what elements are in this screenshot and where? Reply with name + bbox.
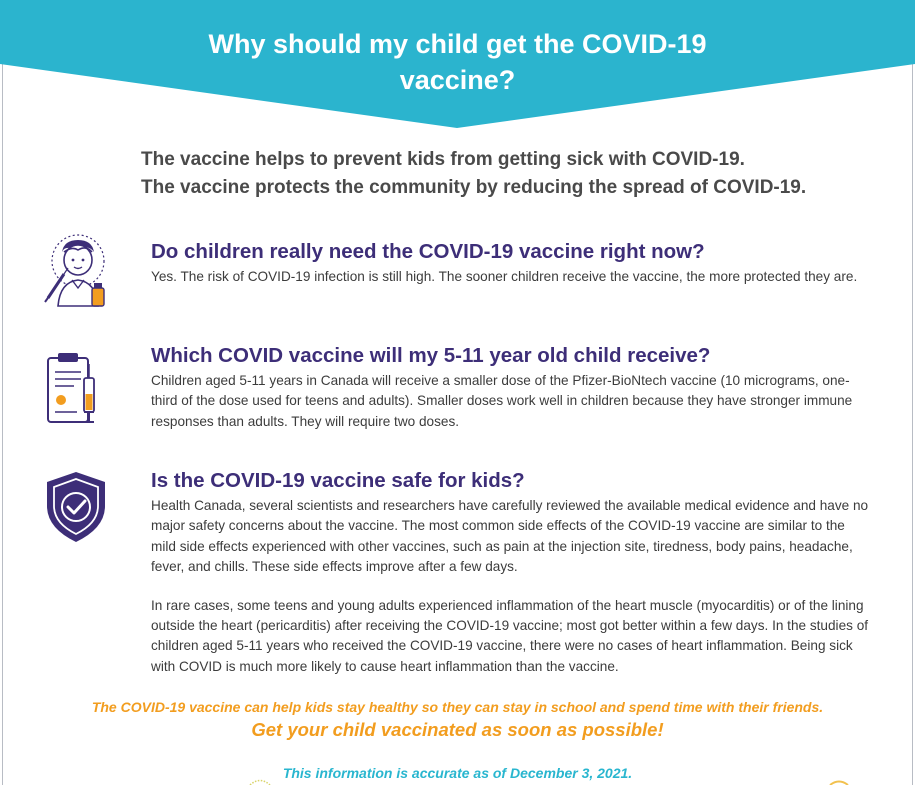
shield-check-icon <box>43 470 109 544</box>
faq-paragraph: In rare cases, some teens and young adults experienced inflammation of the heart muscle (myocarditis) or of the lining outside the heart (pericarditis) after receiving the COVID-19 vaccine; most got better within a few days. In the studies of children aged 5-11 years who received the COVID-19 vaccine, there were no cases of heart inflammation. Being sick with COVID is much more likely to cause heart inflammation than the vaccine. <box>151 597 869 674</box>
page-title <box>0 26 915 98</box>
header-banner <box>0 0 915 128</box>
faq-body-need <box>151 267 871 287</box>
intro-line-1: The vaccine helps to prevent kids from getting sick with COVID-19. <box>141 149 745 170</box>
clipboard-syringe-icon <box>44 350 108 428</box>
faq-section-need <box>151 239 871 287</box>
faq-body-safe <box>151 496 871 677</box>
intro-statements <box>141 146 881 202</box>
decorative-logo-fragment <box>248 776 272 785</box>
page-title-line1: Why should my child get the COVID-19 <box>208 29 707 59</box>
faq-section-safe <box>151 468 871 677</box>
decorative-logo-fragment <box>828 778 850 785</box>
accuracy-note: This information is accurate as of December 3, 2021. <box>282 765 633 781</box>
faq-title-which: Which COVID vaccine will my 5-11 year old child receive? <box>151 344 711 367</box>
call-to-action: Get your child vaccinated as soon as possible! <box>251 719 664 740</box>
faq-title-safe: Is the COVID-19 vaccine safe for kids? <box>151 469 525 492</box>
faq-paragraph: Yes. The risk of COVID-19 infection is still high. The sooner children receive the vaccine, the more protected they are. <box>151 269 858 284</box>
closing-message: The COVID-19 vaccine can help kids stay healthy so they can stay in school and spend time with their friends. <box>91 699 824 715</box>
intro-line-2: The vaccine protects the community by reducing the spread of COVID-19. <box>141 177 807 198</box>
faq-paragraph: Health Canada, several scientists and researchers have carefully reviewed the available medical evidence and have no major safety concerns about the vaccine. The most common side effects of the COVID-19 vaccine are similar to the mild side effects experienced with other vaccines, such as pain at the injection site, tiredness, body pains, headache, fever, and chills. These side effects improve after a few days. <box>151 498 869 575</box>
child-vaccine-icon <box>42 230 112 310</box>
faq-paragraph: Children aged 5-11 years in Canada will receive a smaller dose of the Pfizer-BioNtech vaccine (10 micrograms, one-third of the dose used for teens and adults). Smaller doses work well in children because they have stronger immune responses than adults. They will require two doses. <box>151 373 853 429</box>
page-title-line2: vaccine? <box>399 65 516 95</box>
faq-title-need: Do children really need the COVID-19 vaccine right now? <box>151 240 705 263</box>
faq-section-which <box>151 343 871 432</box>
faq-body-which <box>151 371 871 432</box>
